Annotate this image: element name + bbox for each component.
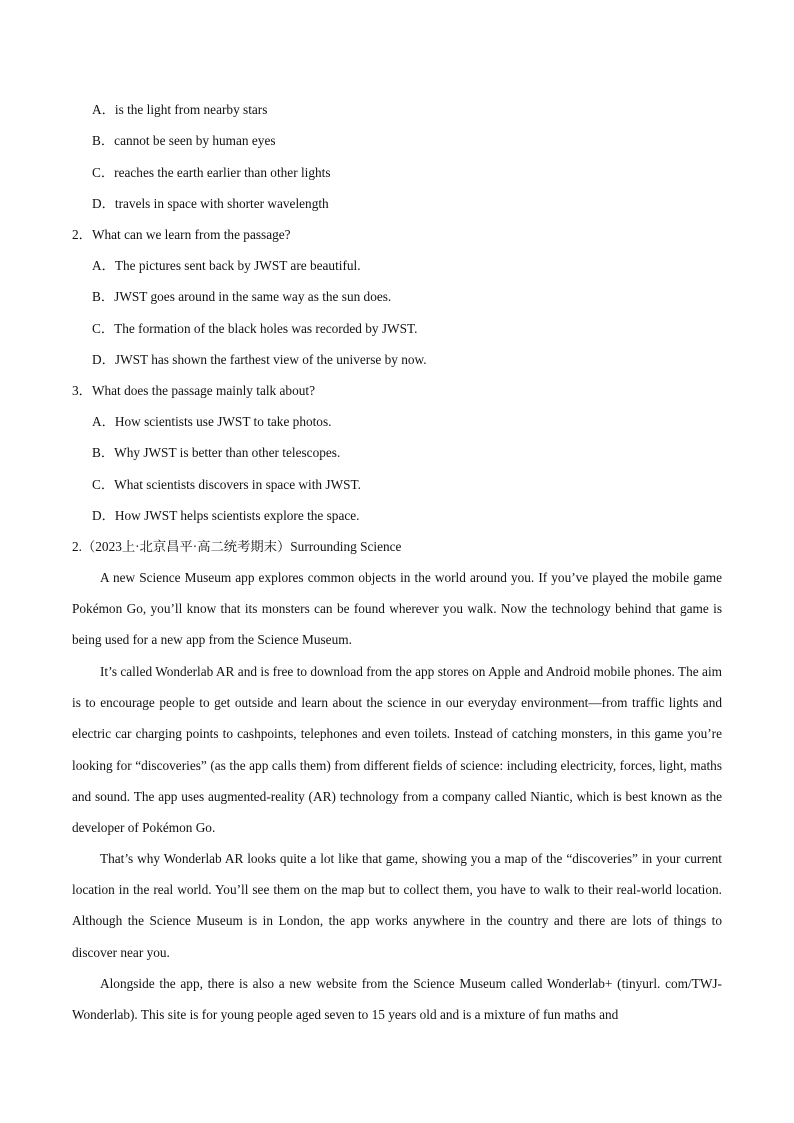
- q2-option-a: A．The pictures sent back by JWST are beautiful.: [92, 258, 361, 273]
- q1-option-a: A．is the light from nearby stars: [92, 102, 268, 117]
- passage-paragraph-4: Alongside the app, there is also a new website from the Science Museum called Wonderlab+ (tinyurl. com/TWJ-Wonderlab). This site is for young people aged seven to 15 years old and is a mixture of fun maths and: [72, 976, 722, 1023]
- q3-option-d: D．How JWST helps scientists explore the space.: [92, 508, 360, 523]
- q3-option-b: B．Why JWST is better than other telescopes.: [92, 445, 341, 460]
- q2-option-b: B．JWST goes around in the same way as the sun does.: [92, 289, 392, 304]
- q3-option-a: A．How scientists use JWST to take photos.: [92, 414, 332, 429]
- q2-option-c: C．The formation of the black holes was recorded by JWST.: [92, 321, 418, 336]
- q3-stem: 3．What does the passage mainly talk about?: [72, 383, 315, 398]
- q1-option-b: B．cannot be seen by human eyes: [92, 133, 276, 148]
- passage-heading: 2.（2023上·北京昌平·高二统考期末）Surrounding Science: [72, 539, 402, 554]
- passage-paragraph-2: It’s called Wonderlab AR and is free to download from the app stores on Apple and Android mobile phones. The aim is to encourage people to get outside and learn about the science in our everyday environment—from traffic lights and electric car charging points to cashpoints, telephones and even toilets. Instead of catching monsters, in this game you’re looking for “discoveries” (as the app calls them) from different fields of science: including electricity, forces, light, maths and sound. The app uses augmented-reality (AR) technology from a company called Niantic, which is best known as the developer of Pokémon Go.: [72, 664, 722, 836]
- q1-option-d: D．travels in space with shorter wavelength: [92, 196, 329, 211]
- q1-option-c: C．reaches the earth earlier than other lights: [92, 165, 331, 180]
- passage-paragraph-3: That’s why Wonderlab AR looks quite a lot like that game, showing you a map of the “discoveries” in your current location in the real world. You’ll see them on the map but to collect them, you have to walk to their real-world location. Although the Science Museum is in London, the app works anywhere in the country and there are lots of things to discover near you.: [72, 851, 722, 960]
- passage-paragraph-1: A new Science Museum app explores common objects in the world around you. If you’ve played the mobile game Pokémon Go, you’ll know that its monsters can be found wherever you walk. Now the technology behind that game is being used for a new app from the Science Museum.: [72, 570, 722, 648]
- q2-option-d: D．JWST has shown the farthest view of the universe by now.: [92, 352, 427, 367]
- q2-stem: 2．What can we learn from the passage?: [72, 227, 291, 242]
- q3-option-c: C．What scientists discovers in space with JWST.: [92, 477, 361, 492]
